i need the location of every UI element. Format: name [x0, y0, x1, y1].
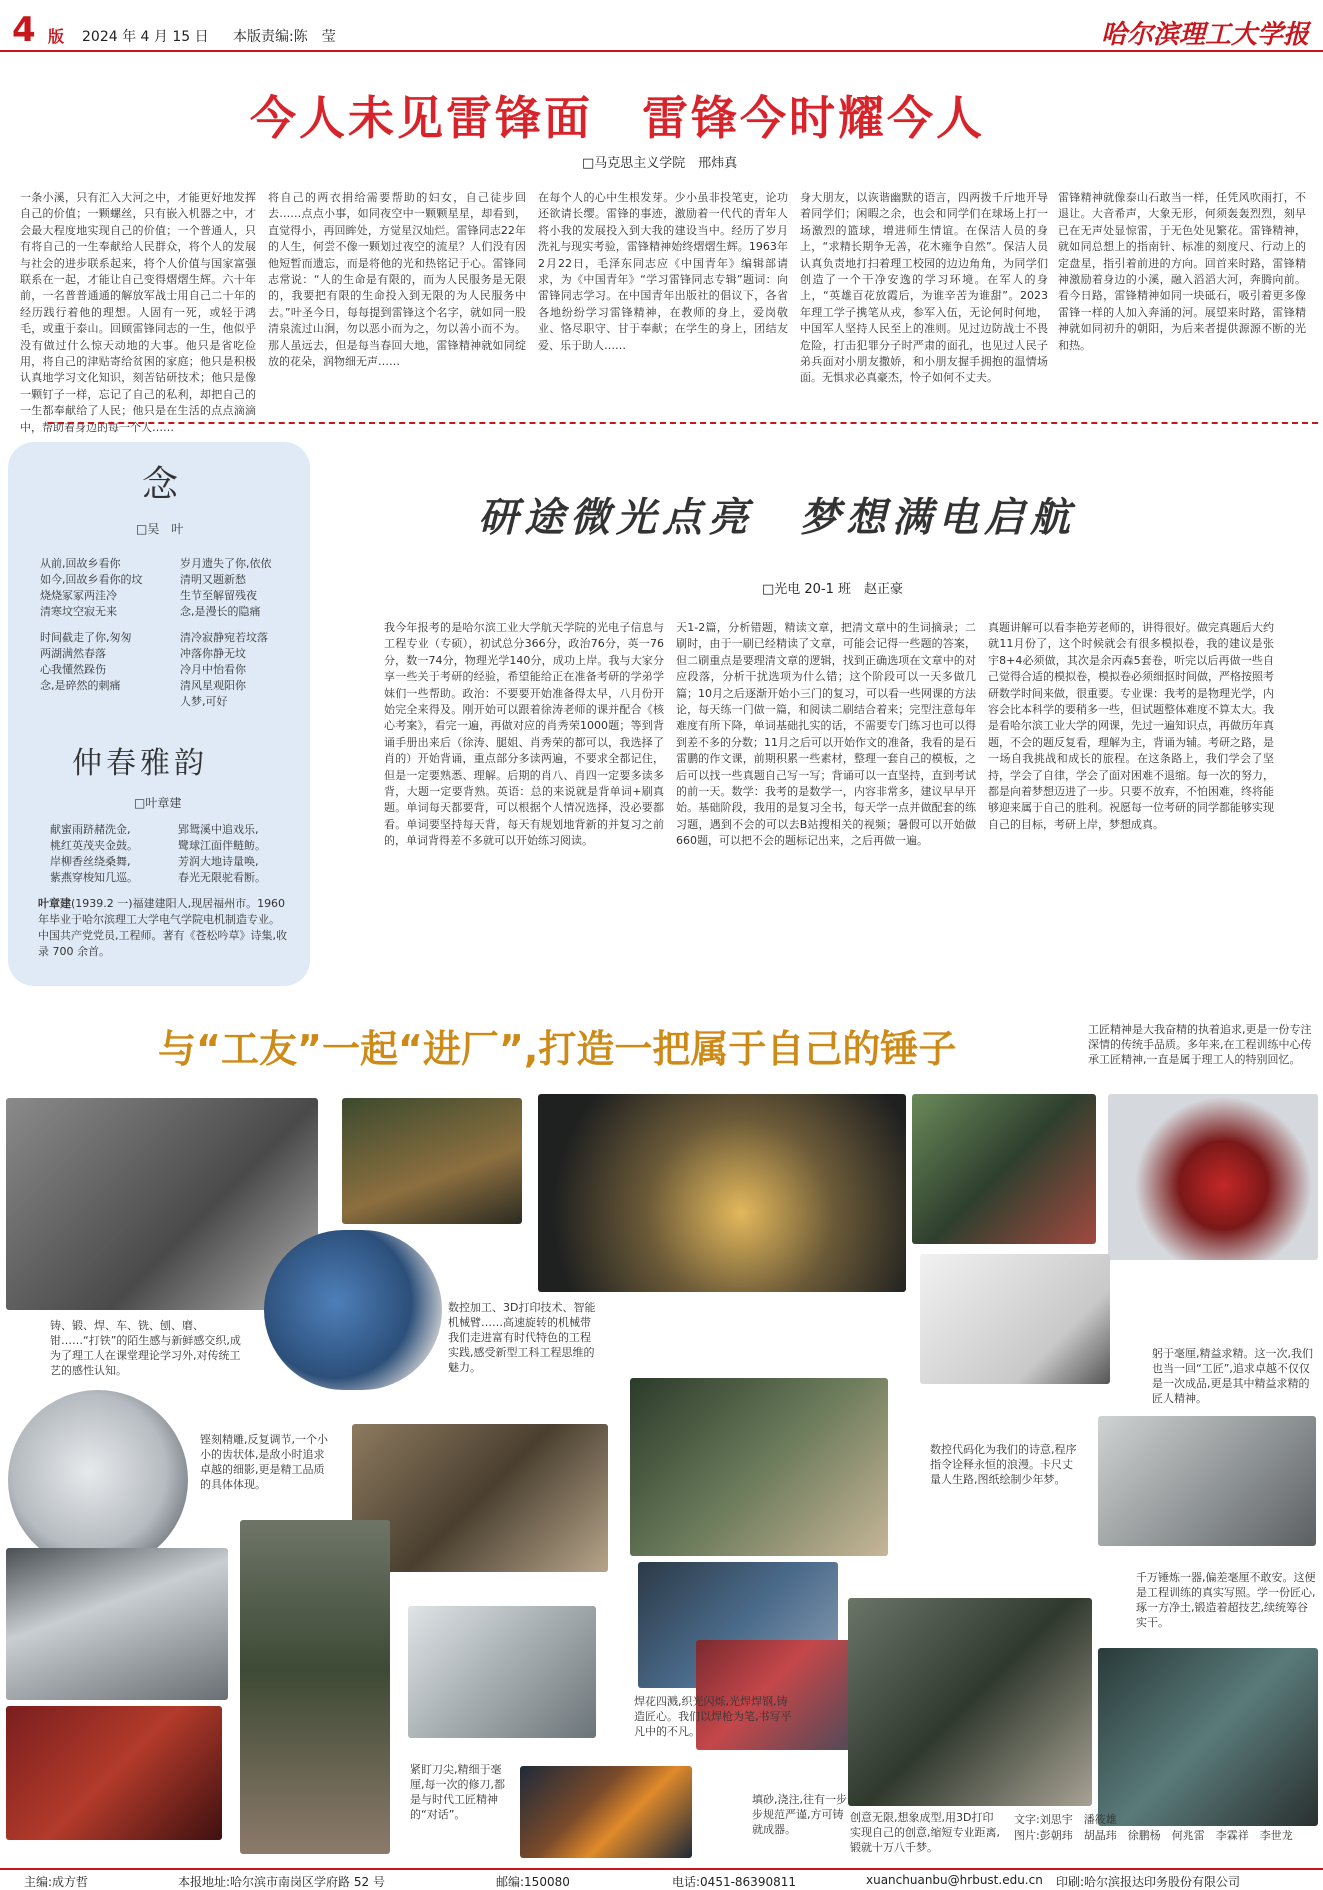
poem2-right-stanza [178, 822, 298, 886]
poem-line: 紫燕穿梭知几巡。 [50, 871, 138, 884]
photo-students-machines [912, 1094, 1096, 1244]
photo-casting-line [1098, 1416, 1316, 1546]
article2-col1: 我今年报考的是哈尔滨工业大学航天学院的光电子信息与工程专业（专硕），初试总分366分，政治76分，英一76分，数一74分，物理光学140分，成功上岸。我与大家分享一些关于考研的经验，希望能给正在准备考研的学弟学妹们一些帮助。政治：不要要开始准备得太早，八月份开始完全来得及。刚开始可以跟着徐涛老师的课并配合《核心考案》，看完一遍，再做对应的肖秀荣1000题；等到背诵手册出来后（徐涛、腿姐、肖秀荣的都可以，我选择了肖的）开始背诵，重点部分多读两遍，不要求全都记住，但是一定要熟悉、理解。后期的肖八、肖四一定要多读多背，大题一定要背熟。英语：总的来说就是背单词+刷真题。单词每天都要背，可以根据个人情况选择，没必要都看。单词要坚持每天背，每天有规划地背新的并复习之前的，单词背得差不多就可以开始练习阅读。 [384, 621, 664, 848]
photo-feature-intro: 工匠精神是大我奋精的执着追求,更是一份专注深情的传统手品质。多年来,在工程训练中心传承工匠精神,一直是属于理工人的特别回忆。 [1088, 1023, 1312, 1066]
photo-hammer-students [240, 1520, 390, 1854]
poem1-author: □吴 叶 [136, 522, 184, 536]
caption-tool-edge: 紧盯刀尖,精细于毫厘,每一次的修刀,都是与时代工匠精神的“对话”。 [410, 1763, 505, 1821]
poem-line: 岸柳香丝绕桑舞, [50, 855, 131, 868]
photo-welding [520, 1766, 692, 1858]
poem-line: 芳润大地诗量唤, [178, 855, 259, 868]
poem-line: 人梦,可好 [180, 695, 228, 708]
poem-line: 清风星观阳你 [180, 679, 246, 692]
poem2-title: 仲春雅韵 [72, 746, 208, 781]
photo-tool-rack [352, 1424, 608, 1572]
credits-photo: 图片:彭朝玮 胡晶玮 徐鹏杨 何兆雷 李霖祥 李世龙 [1014, 1829, 1293, 1842]
poem-line: 心我懂然跺伤 [40, 663, 106, 676]
footer-rule [0, 1868, 1323, 1870]
poem-line: 清冷寂静宛若坟落 [180, 631, 268, 644]
poem-line: 从前,回故乡看你 [40, 557, 121, 570]
footer-postcode: 邮编:150080 [496, 1875, 570, 1889]
page-number: 4 [12, 10, 36, 50]
poem-line: 冷月中怡看你 [180, 663, 246, 676]
page-editor: 本版责编:陈 莹 [233, 29, 336, 45]
caption-precision: 躬于毫厘,精益求精。这一次,我们也当一回“工匠”,追求卓越不仅仅是一次成品,更是其中精益求精的匠人精神。 [1152, 1347, 1313, 1405]
poem-line: 烧烧冢冢两洼冷 [40, 589, 117, 602]
photo-laser-engraving [920, 1254, 1110, 1384]
photo-machined-part [8, 1390, 188, 1570]
poem1-right-stanza [180, 556, 300, 710]
caption-hammering: 千万锤炼一器,偏差毫厘不敢安。这便是工程训练的真实写照。学一份匠心,琢一方净土,锻造着超技艺,续统筹谷实干。 [1136, 1571, 1316, 1629]
poet-bio-text: (1939.2 一)福建建阳人,现居福州市。1960 年毕业于哈尔滨理工大学电气学院电机制造专业。中国共产党党员,工程师。著有《苍松吟草》诗集,收录 700 余首。 [38, 897, 287, 958]
caption-forging: 铸、锻、焊、车、铣、刨、磨、钳……“打铁”的陌生感与新鲜感交织,成为了理工人在课堂理论学习外,对传统工艺的感性认知。 [50, 1319, 241, 1377]
article2-title: 研途微光点亮 梦想满电启航 [478, 494, 1076, 541]
poem-line: 冲落你静无坟 [180, 647, 246, 660]
page-suffix: 版 [48, 27, 65, 46]
article2-col3: 真题讲解可以看李艳芳老师的，讲得很好。做完真题后大约就11月份了，这个时候就会有很多模拟卷，我的建议是张宇8+4必须做，其次是余丙森5套卷，听完以后再做一些自己觉得合适的模拟卷，模拟卷必须细抠时间做，严格按照考研数学时间来做，很重要。专业课：我考的是物理光学，内容会比本科学的要稍多一些，但试题整体难度不算太大。我是看哈尔滨工业大学的网课，先过一遍知识点，再做历年真题，不会的题反复看，理解为主，背诵为辅。考研之路，是一场自我挑战和成长的旅程。在这条路上，我们学会了坚持，学会了自律，学会了面对困难不退缩。每一次的努力，都是向着梦想迈进了一步。只要不放弃，不怕困难，终将能够迎来属于自己的胜利。祝愿每一位考研的同学都能够实现自己的目标，考研上岸，梦想成真。 [988, 621, 1274, 831]
caption-cnc: 数控加工、3D打印技术、智能机械臂……高速旋转的机械带我们走进富有时代特色的工程实践,感受新型工科工程思维的魅力。 [448, 1301, 596, 1374]
footer-phone: 电话:0451-86390811 [672, 1875, 796, 1889]
section-divider [48, 422, 1318, 424]
photo-drill-press [408, 1606, 596, 1738]
poem-line: 念,是漫长的隐痛 [180, 605, 261, 618]
photo-3d-printer [1108, 1094, 1318, 1260]
article1-col4: 身大朋友，以诙谐幽默的语言，四两拨千斤地开导着同学们；闲暇之余，也会和同学们在球场上打一场激烈的篮球，增进师生情谊。在保洁人员的身上，“求精长期争无善，花木雍争自然”。保洁人员认真负责地打扫着理工校园的边边角角，为同学们创造了一个干净安逸的学习环境。在军人的身上，“英雄百花放霞后，为谁辛苦为谁甜”。2023年理工学子携笔从戎，参军入伍，无论何时何地，中国军人坚持人民至上的准则。见过边防战士不畏危险，打击犯罪分子时严肃的面孔，也见过人民子弟兵面对小朋友撒娇，和小朋友握手拥抱的温情场面。无惧求必真豪杰，怜子如何不丈夫。 [800, 191, 1048, 385]
caption-3d-print: 创意无限,想象成型,用3D打印实现自己的创意,缩短专业距离,锻就十万八千梦。 [850, 1811, 1000, 1854]
poem-line: 鹭球江面伴鲢鲂。 [178, 839, 266, 852]
footer-printer: 印刷:哈尔滨报达印务股份有限公司 [1056, 1875, 1241, 1889]
newspaper-logo: 哈尔滨理工大学报 [1100, 20, 1309, 50]
issue-date: 2024 年 4 月 15 日 [82, 29, 209, 45]
photo-students-inspecting [630, 1378, 888, 1556]
footer-address: 本报地址:哈尔滨市南岗区学府路 52 号 [178, 1875, 385, 1889]
photo-display-board [6, 1706, 222, 1840]
caption-machined-part: 铿刻精雕,反复调节,一个小小的齿状体,是敌小时追求卓越的细影,更是精工品质的具体体现。 [200, 1433, 328, 1491]
poem-line: 清明又题新愁 [180, 573, 246, 586]
poem-line: 清寒坟空寂无来 [40, 605, 117, 618]
caption-welding: 焊花四溅,织光闪烁,光焊焊钢,铸造匠心。我们以焊枪为笔,书写平凡中的不凡。 [634, 1695, 792, 1738]
poem-line: 念,是碎然的刺痛 [40, 679, 121, 692]
article1-col3: 在每个人的心中生根发芽。少小虽非投笔吏，论功还欲请长缨。雷锋的事迹，激励着一代代的青年人将小我的发展投入到大我的建设当中。经历了岁月洗礼与现实考验，雷锋精神始终熠熠生辉。1963年2月22日，毛泽东同志应《中国青年》编辑部请求，为《中国青年》“学习雷锋同志专辑”题词：向雷锋同志学习。在中国青年出版社的倡议下，各省各地纷纷学习雷锋精神，在教师的身上，爱岗敬业、恪尽职守、甘于奉献；在学生的身上，团结友爱、乐于助人…… [538, 191, 788, 352]
poem-line: 春光无限驼看断。 [178, 871, 266, 884]
header-rule [0, 50, 1323, 52]
poem-line: 献蜜雨跻赭洗金, [50, 823, 131, 836]
article2-byline: □光电 20-1 班 赵正豪 [762, 582, 904, 597]
poem-line: 时间截走了你,匆匆 [40, 631, 132, 644]
article1-col5: 雷锋精神就像泰山石敢当一样，任凭风吹雨打，不退让。大音希声，大象无形，何须轰轰烈烈，刻早已在无声处显惊雷，于无色处见繁花。雷锋精神，就如同总想上的指南针、标准的刻度尺、行动上的定盘星，指引着前进的方向。回首来时路，雷锋精神激励着身边的小溪，融入滔滔大河，奔腾向前。看今日路，雷锋精神如同一块砥石，吸引着更多像雷锋一样的人加入奔涌的河。展望来时路，雷锋精神就如同初升的朝阳，为后来者提供源源不断的光和热。 [1058, 191, 1306, 352]
credits-text: 文字:刘思宇 潘筱雄 [1014, 1813, 1117, 1826]
photo-bench-vise [264, 1230, 442, 1390]
poem-line: 两湖满然春落 [40, 647, 106, 660]
article1-title: 今人未见雷锋面 雷锋今时耀今人 [250, 91, 985, 145]
photo-group-students [848, 1598, 1092, 1806]
article1-col2: 将自己的两衣捐给需要帮助的妇女，自己徒步回去……点点小事，如同夜空中一颗颗星星，却看到，直觉得小，再回眸处，方觉星汉灿烂。雷锋同志22年的人生，何尝不像一颗划过夜空的流星？人们没有因他短暂而遗忘，而是将他的光和热铭记于心。雷锋同志常说：“人的生命是有限的，而为人民服务是无限的，我要把有限的生命投入到无限的为人民服务中去。”叶圣今日，每每提到雷锋这个名字，就如同一股清泉流过山涧，勿以恶小而为之，勿以善小而不为。那人虽远去，但是每当春回大地，雷锋精神就如同绽放的花朵，润物细无声…… [268, 191, 526, 369]
article1-col1: 一条小溪，只有汇入大河之中，才能更好地发挥自己的价值；一颗螺丝，只有嵌入机器之中，才会最大程度地实现自己的价值；一个普通人，只有将自己的一生奉献给人民群众，将个人的发展与社会的进步联系起来，将个人价值与国家富强联系在一起，才能让自己变得熠熠生辉。六十年前，一名普普通通的解放军战士用自己二十年的经历践行着他的理想。人固有一死，或轻于鸿毛，或重于泰山。回顾雷锋同志的一生，他似乎没有做过什么惊天动地的大事。他只是省吃俭用，将自己的津贴寄给贫困的家庭；他只是积极认真地学习文化知识，刻苦钻研技术；他只是像一颗钉子一样，忘记了自己的私利，却把自己的一生都奉献给了人民；他只是在生活的点点滴滴中，帮助着身边的每一个人…… [20, 191, 256, 434]
poem-line: 岁月遗失了你,依依 [180, 557, 272, 570]
poem2-author: □叶章建 [134, 796, 182, 810]
footer-chief-editor: 主编:成方哲 [24, 1875, 89, 1889]
poem-line: 郢鸳溪中追戏乐, [178, 823, 259, 836]
poem1-title: 念 [142, 464, 179, 505]
footer-email: xuanchuanbu@hrbust.edu.cn [866, 1873, 1043, 1887]
article1-byline: □马克思主义学院 邢炜真 [582, 156, 738, 171]
photo-lab-machines [1098, 1648, 1318, 1826]
poem-line: 桃红英茂夹金鼓。 [50, 839, 138, 852]
poem1-left-stanza [40, 556, 166, 694]
poem-line: 如今,回故乡看你的坟 [40, 573, 143, 586]
caption-code: 数控代码化为我们的诗意,程序指令诠释永恒的浪漫。卡尺丈量人生路,图纸绘制少年梦。 [930, 1443, 1077, 1486]
caption-casting: 填砂,浇注,往有一步步规范严谨,方可铸就成器。 [752, 1793, 847, 1836]
photo-lathe-work [342, 1098, 522, 1224]
photo-feature-title: 与“工友”一起“进厂”,打造一把属于自己的锤子 [158, 1027, 957, 1071]
article2-col2: 天1-2篇，分析错题，精读文章，把清文章中的生词摘录；二刷时，由于一刷已经精读了文章，可能会记得一些题的答案，但二刷重点是要理清文章的逻辑，找到正确选项在文章中的对应段落，分析干扰选项为什么错；这个阶段可以一天多做几篇；10月之后逐渐开始小三门的复习，可以看一些网课的方法论，每天练一门做一篇，和阅读二刷结合着来；完型注意每年难度有所下降，单词基础扎实的话，不需要专门练习也可以得到差不多的分数；11月之后可以开始作文的准备，我看的是石雷鹏的作文课，前期积累一些素材，整理一套自己的模板，之后可以找一些真题自己写一写；背诵可以一直坚持，直到考试的前一天。数学：我考的是数学一，内容非常多，建议早早开始。基础阶段，我用的是复习全书，每天学一点并做配套的练习题，遇到不会的可以去B站搜相关的视频；暑假可以开始做660题，可以把不会的题标记出来，之后再做一遍。 [676, 621, 976, 848]
photo-cnc-milling [538, 1094, 906, 1292]
photo-chess-pieces [6, 1548, 228, 1700]
poem-line: 生节至解留残夜 [180, 589, 257, 602]
poem2-left-stanza [50, 822, 170, 886]
poet-bio-name: 叶章建 [38, 897, 71, 910]
poet-bio [38, 896, 288, 960]
